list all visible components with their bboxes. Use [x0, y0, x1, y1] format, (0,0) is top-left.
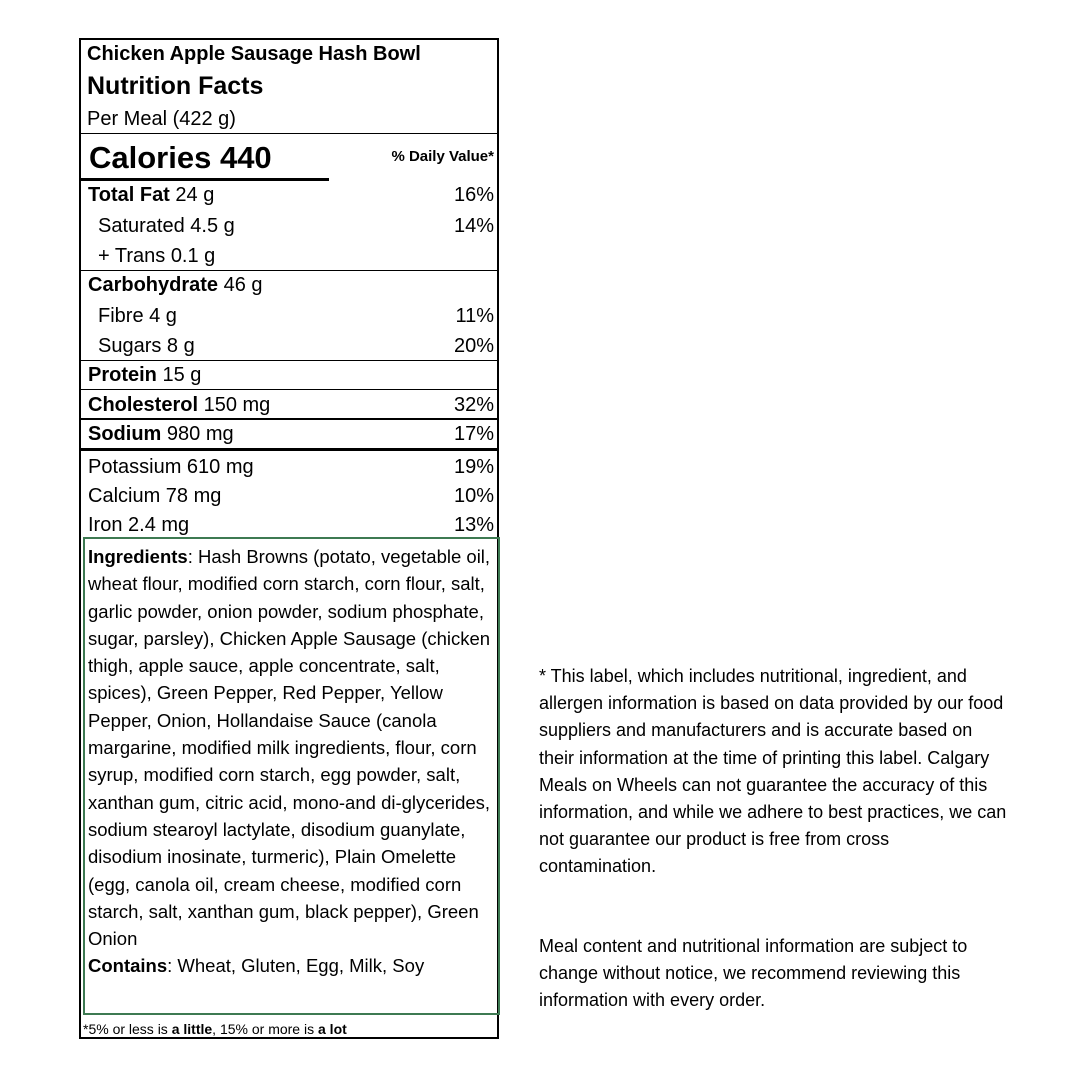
product-title: Chicken Apple Sausage Hash Bowl: [87, 43, 421, 65]
nutrient-amount: 150 mg: [198, 394, 271, 416]
nutrient-row-sodium: [81, 419, 497, 449]
nutrient-row-potassium: [81, 452, 497, 482]
nutrient-percent: 16%: [453, 184, 494, 206]
nutrient-percent: 10%: [453, 485, 494, 507]
ingredients-box: [83, 537, 500, 1015]
ingredients-label: Ingredients: [88, 546, 188, 567]
nutrient-name: Iron 2.4 mg: [88, 514, 190, 536]
nutrient-percent: 11%: [455, 305, 494, 327]
nutrient-name: + Trans 0.1 g: [98, 245, 216, 267]
nutrient-name: Cholesterol: [88, 394, 199, 416]
nutrient-amount: 15 g: [156, 364, 202, 386]
nutrient-name: Protein: [88, 364, 157, 386]
divider: [81, 133, 497, 134]
nutrient-name: Total Fat: [88, 184, 170, 206]
nutrient-row-cholesterol: [81, 390, 497, 420]
nutrient-row-calcium: [81, 481, 497, 511]
nutrient-name: Calcium 78 mg: [88, 485, 222, 507]
nutrient-amount: 980 mg: [161, 423, 234, 445]
ingredients-list: : Hash Browns (potato, vegetable oil, wheat flour, modified corn starch, corn flour, salt, garlic powder, onion powder, sodium phosphate, sugar, parsley), Chicken Apple Sausage (chicken thigh, apple sauce, apple concentrate, salt, spices), Green Pepper, Red Pepper, Yellow Pepper, Onion, Hollandaise Sauce (canola margarine, modified milk ingredients, flour, corn syrup, modified corn starch, egg powder, salt, xanthan gum, citric acid, mono-and di-glycerides, sodium stearoyl lactylate, disodium guanylate, disodium inosinate, turmeric), Plain Omelette (egg, canola oil, cream cheese, modified corn starch, salt, xanthan gum, black pepper), Green Onion: [88, 546, 491, 950]
nutrient-row-total-fat: [81, 180, 497, 210]
divider-thick: [81, 448, 497, 451]
nutrient-name: Sugars 8 g: [98, 335, 195, 357]
nutrient-row-carbohydrate: [81, 270, 497, 300]
nutrient-row-iron: [81, 510, 497, 540]
nutrient-name: Carbohydrate: [88, 274, 219, 296]
nutrient-row-fibre: [81, 301, 497, 331]
footnote: *5% or less is a little, 15% or more is a lot: [83, 1021, 347, 1037]
nutrition-label: [79, 38, 499, 1039]
serving-size: Per Meal (422 g): [87, 108, 236, 130]
nutrient-name: Saturated 4.5 g: [98, 215, 235, 237]
disclaimer-text: * This label, which includes nutritional, ingredient, and allergen information is based on data provided by our food suppliers and manufacturers and is accurate based on their information at the time of printing this label. Calgary Meals on Wheels can not guarantee the accuracy of this information, and while we adhere to best practices, we can not guarantee our product is free from cross contamination.: [539, 666, 1007, 877]
allergens-list: : Wheat, Gluten, Egg, Milk, Soy: [167, 955, 425, 977]
nutrient-percent: 14%: [453, 215, 494, 237]
nutrient-amount: 46 g: [218, 274, 263, 296]
nutrient-name: Fibre 4 g: [98, 305, 177, 327]
nutrition-facts-heading: Nutrition Facts: [87, 72, 264, 100]
daily-value-header: % Daily Value*: [391, 148, 494, 165]
nutrient-percent: 17%: [453, 423, 494, 445]
nutrient-row-saturated: [81, 211, 497, 241]
nutrient-percent: 13%: [453, 514, 494, 536]
nutrient-name: Potassium 610 mg: [88, 456, 254, 478]
nutrient-row-trans: [81, 241, 497, 271]
nutrient-name: Sodium: [88, 423, 162, 445]
nutrient-amount: 24 g: [169, 184, 215, 206]
calories: Calories 440: [89, 140, 272, 175]
nutrient-percent: 32%: [453, 394, 494, 416]
nutrient-percent: 19%: [453, 456, 494, 478]
notice-text: Meal content and nutritional information are subject to change without notice, we recommend reviewing this information with every order.: [539, 936, 968, 1011]
nutrient-row-protein: [81, 360, 497, 390]
nutrient-row-sugars: [81, 331, 497, 361]
contains-label: Contains: [88, 955, 168, 977]
nutrient-percent: 20%: [453, 335, 494, 357]
ingredients-text: [88, 543, 495, 980]
